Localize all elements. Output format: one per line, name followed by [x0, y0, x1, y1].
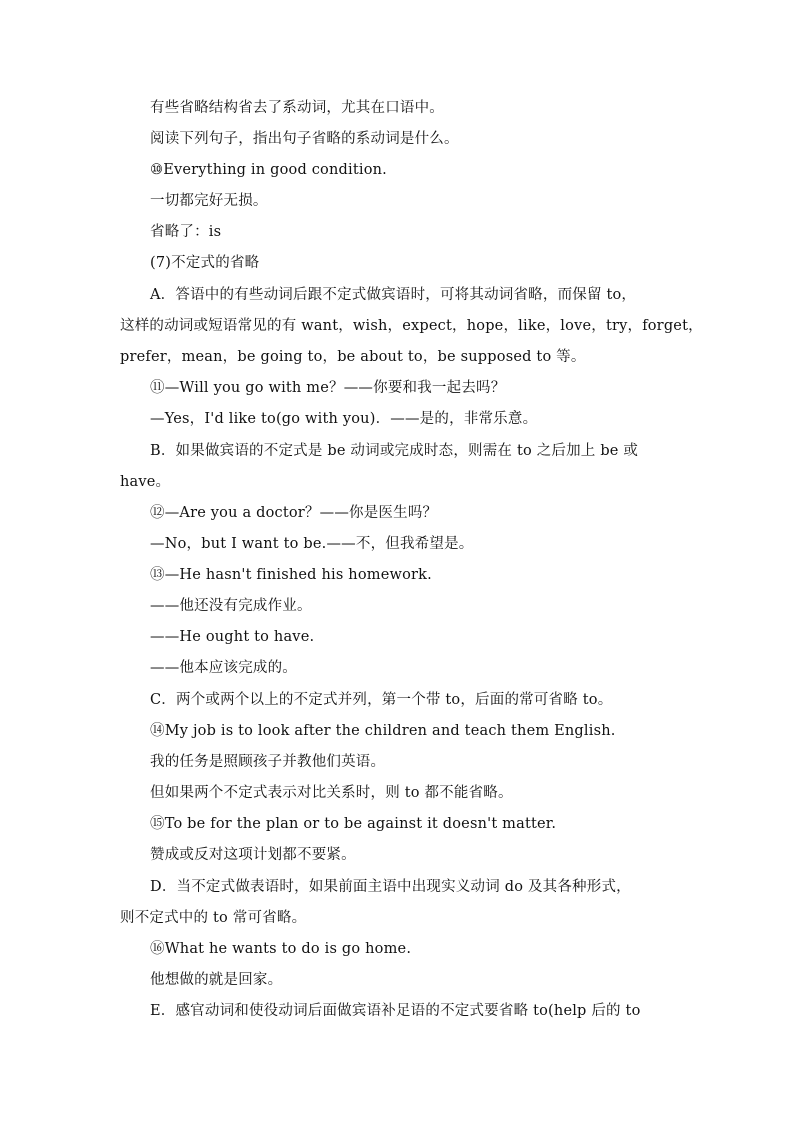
- example-sentence: ⑪—Will you go with me？——你要和我一起去吗？: [150, 380, 506, 396]
- text-line: 阅读下列句子，指出句子省略的系动词是什么。: [150, 131, 459, 147]
- rule-line: 则不定式中的 to 常可省略。: [120, 910, 307, 926]
- translation-line: 一切都完好无损。: [150, 193, 268, 209]
- rule-line: 但如果两个不定式表示对比关系时，则 to 都不能省略。: [150, 785, 513, 801]
- rule-line: prefer，mean，be going to，be about to，be supposed to 等。: [120, 349, 586, 365]
- example-sentence: ⑯What he wants to do is go home.: [150, 941, 412, 957]
- example-sentence: ——He ought to have.: [150, 629, 315, 645]
- translation-line: 他想做的就是回家。: [150, 972, 283, 988]
- translation-line: 我的任务是照顾孩子并教他们英语。: [150, 754, 386, 770]
- translation-line: ——他本应该完成的。: [150, 660, 297, 676]
- section-heading: (7)不定式的省略: [150, 255, 260, 271]
- translation-line: ——他还没有完成作业。: [150, 598, 312, 614]
- rule-line: have。: [120, 474, 171, 490]
- rule-line: A．答语中的有些动词后跟不定式做宾语时，可将其动词省略，而保留 to，: [150, 287, 637, 303]
- text-line: 有些省略结构省去了系动词，尤其在口语中。: [150, 100, 444, 116]
- example-sentence: ⑬—He hasn't finished his homework.: [150, 567, 432, 583]
- rule-line: 这样的动词或短语常见的有 want，wish，expect，hope，like，love，try，forget，: [120, 318, 703, 334]
- example-sentence: ⑮To be for the plan or to be against it doesn't matter.: [150, 816, 557, 832]
- example-sentence: —Yes，I'd like to(go with you)．——是的，非常乐意。: [150, 411, 538, 427]
- example-sentence: ⑫—Are you a doctor？——你是医生吗？: [150, 505, 438, 521]
- rule-line: C．两个或两个以上的不定式并列，第一个带 to，后面的常可省略 to。: [150, 692, 613, 708]
- rule-line: E．感官动词和使役动词后面做宾语补足语的不定式要省略 to(help 后的 to: [150, 1003, 641, 1019]
- example-sentence: ⑩Everything in good condition.: [150, 162, 387, 178]
- example-sentence: —No，but I want to be.——不，但我希望是。: [150, 536, 474, 552]
- rule-line: B．如果做宾语的不定式是 be 动词或完成时态，则需在 to 之后加上 be 或: [150, 443, 639, 459]
- translation-line: 赞成或反对这项计划都不要紧。: [150, 847, 356, 863]
- example-sentence: ⑭My job is to look after the children and teach them English.: [150, 723, 616, 739]
- answer-line: 省略了：is: [150, 224, 222, 240]
- rule-line: D．当不定式做表语时，如果前面主语中出现实义动词 do 及其各种形式，: [150, 879, 631, 895]
